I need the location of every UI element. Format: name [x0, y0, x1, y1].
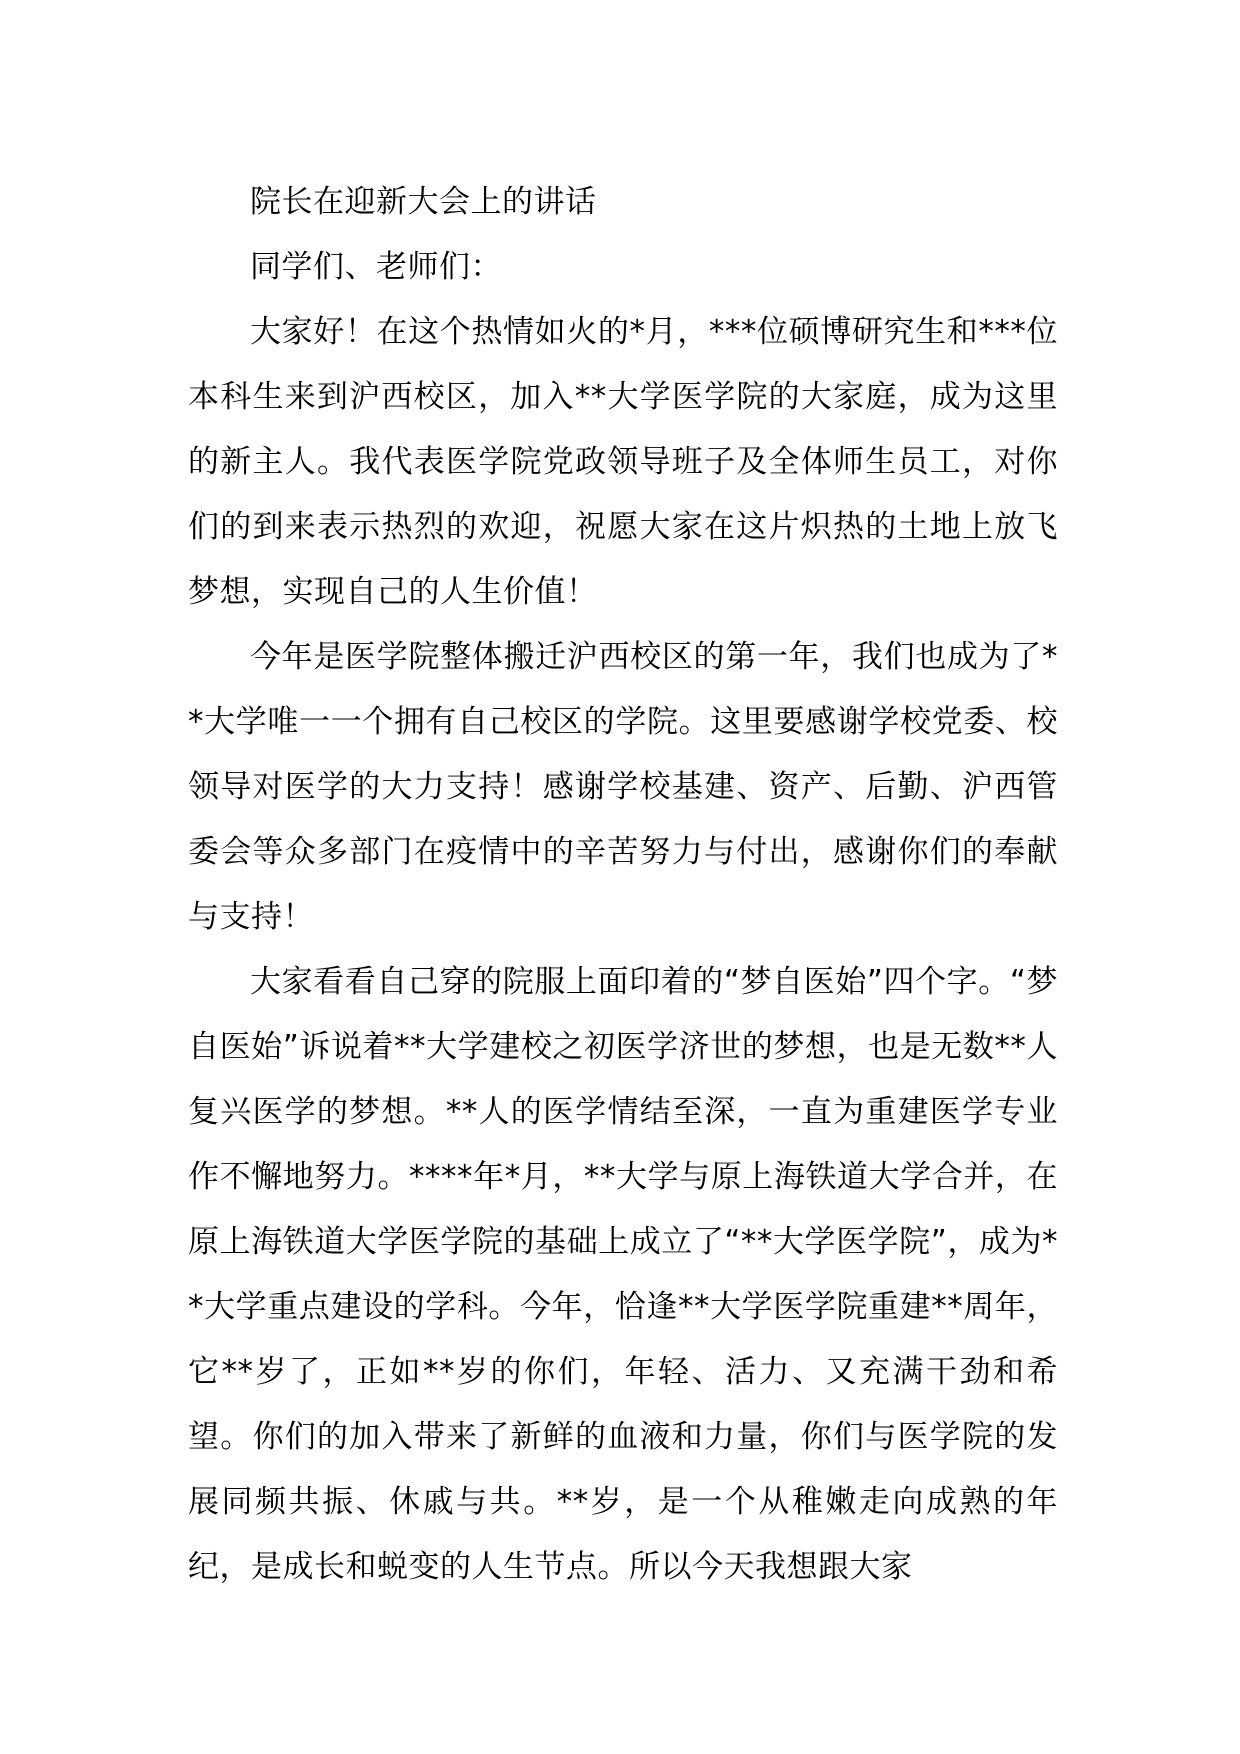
- paragraph-relocation: 今年是医学院整体搬迁沪西校区的第一年，我们也成为了**大学唯一一个拥有自己校区的学院。这里要感谢学校党委、校领导对医学的大力支持！感谢学校基建、资产、后勤、沪西管委会等众多部门在疫情中的辛苦努力与付出，感谢你们的奉献与支持！: [188, 639, 1058, 935]
- salutation: 同学们、老师们：: [250, 249, 502, 285]
- paragraph-motto: 大家看看自己穿的院服上面印着的“梦自医始”四个字。“梦自医始”诉说着**大学建校之初医学济世的梦想，也是无数**人复兴医学的梦想。**人的医学情结至深，一直为重建医学专业作不懈地努力。****年*月，**大学与原上海铁道大学合并，在原上海铁道大学医学院的基础上成立了“**大学医学院”，成为**大学重点建设的学科。今年，恰逢**大学医学院重建**周年，它**岁了，正如**岁的你们，年轻、活力、又充满干劲和希望。你们的加入带来了新鲜的血液和力量，你们与医学院的发展同频共振、休戚与共。**岁，是一个从稚嫩走向成熟的年纪，是成长和蜕变的人生节点。所以今天我想跟大家: [188, 964, 1058, 1585]
- document-page: [188, 170, 1058, 1600]
- document-title: 院长在迎新大会上的讲话: [250, 184, 597, 220]
- paragraph-welcome: 大家好！在这个热情如火的*月，***位硕博研究生和***位本科生来到沪西校区，加入**大学医学院的大家庭，成为这里的新主人。我代表医学院党政领导班子及全体师生员工，对你们的到来表示热烈的欢迎，祝愿大家在这片炽热的土地上放飞梦想，实现自己的人生价值！: [188, 314, 1058, 610]
